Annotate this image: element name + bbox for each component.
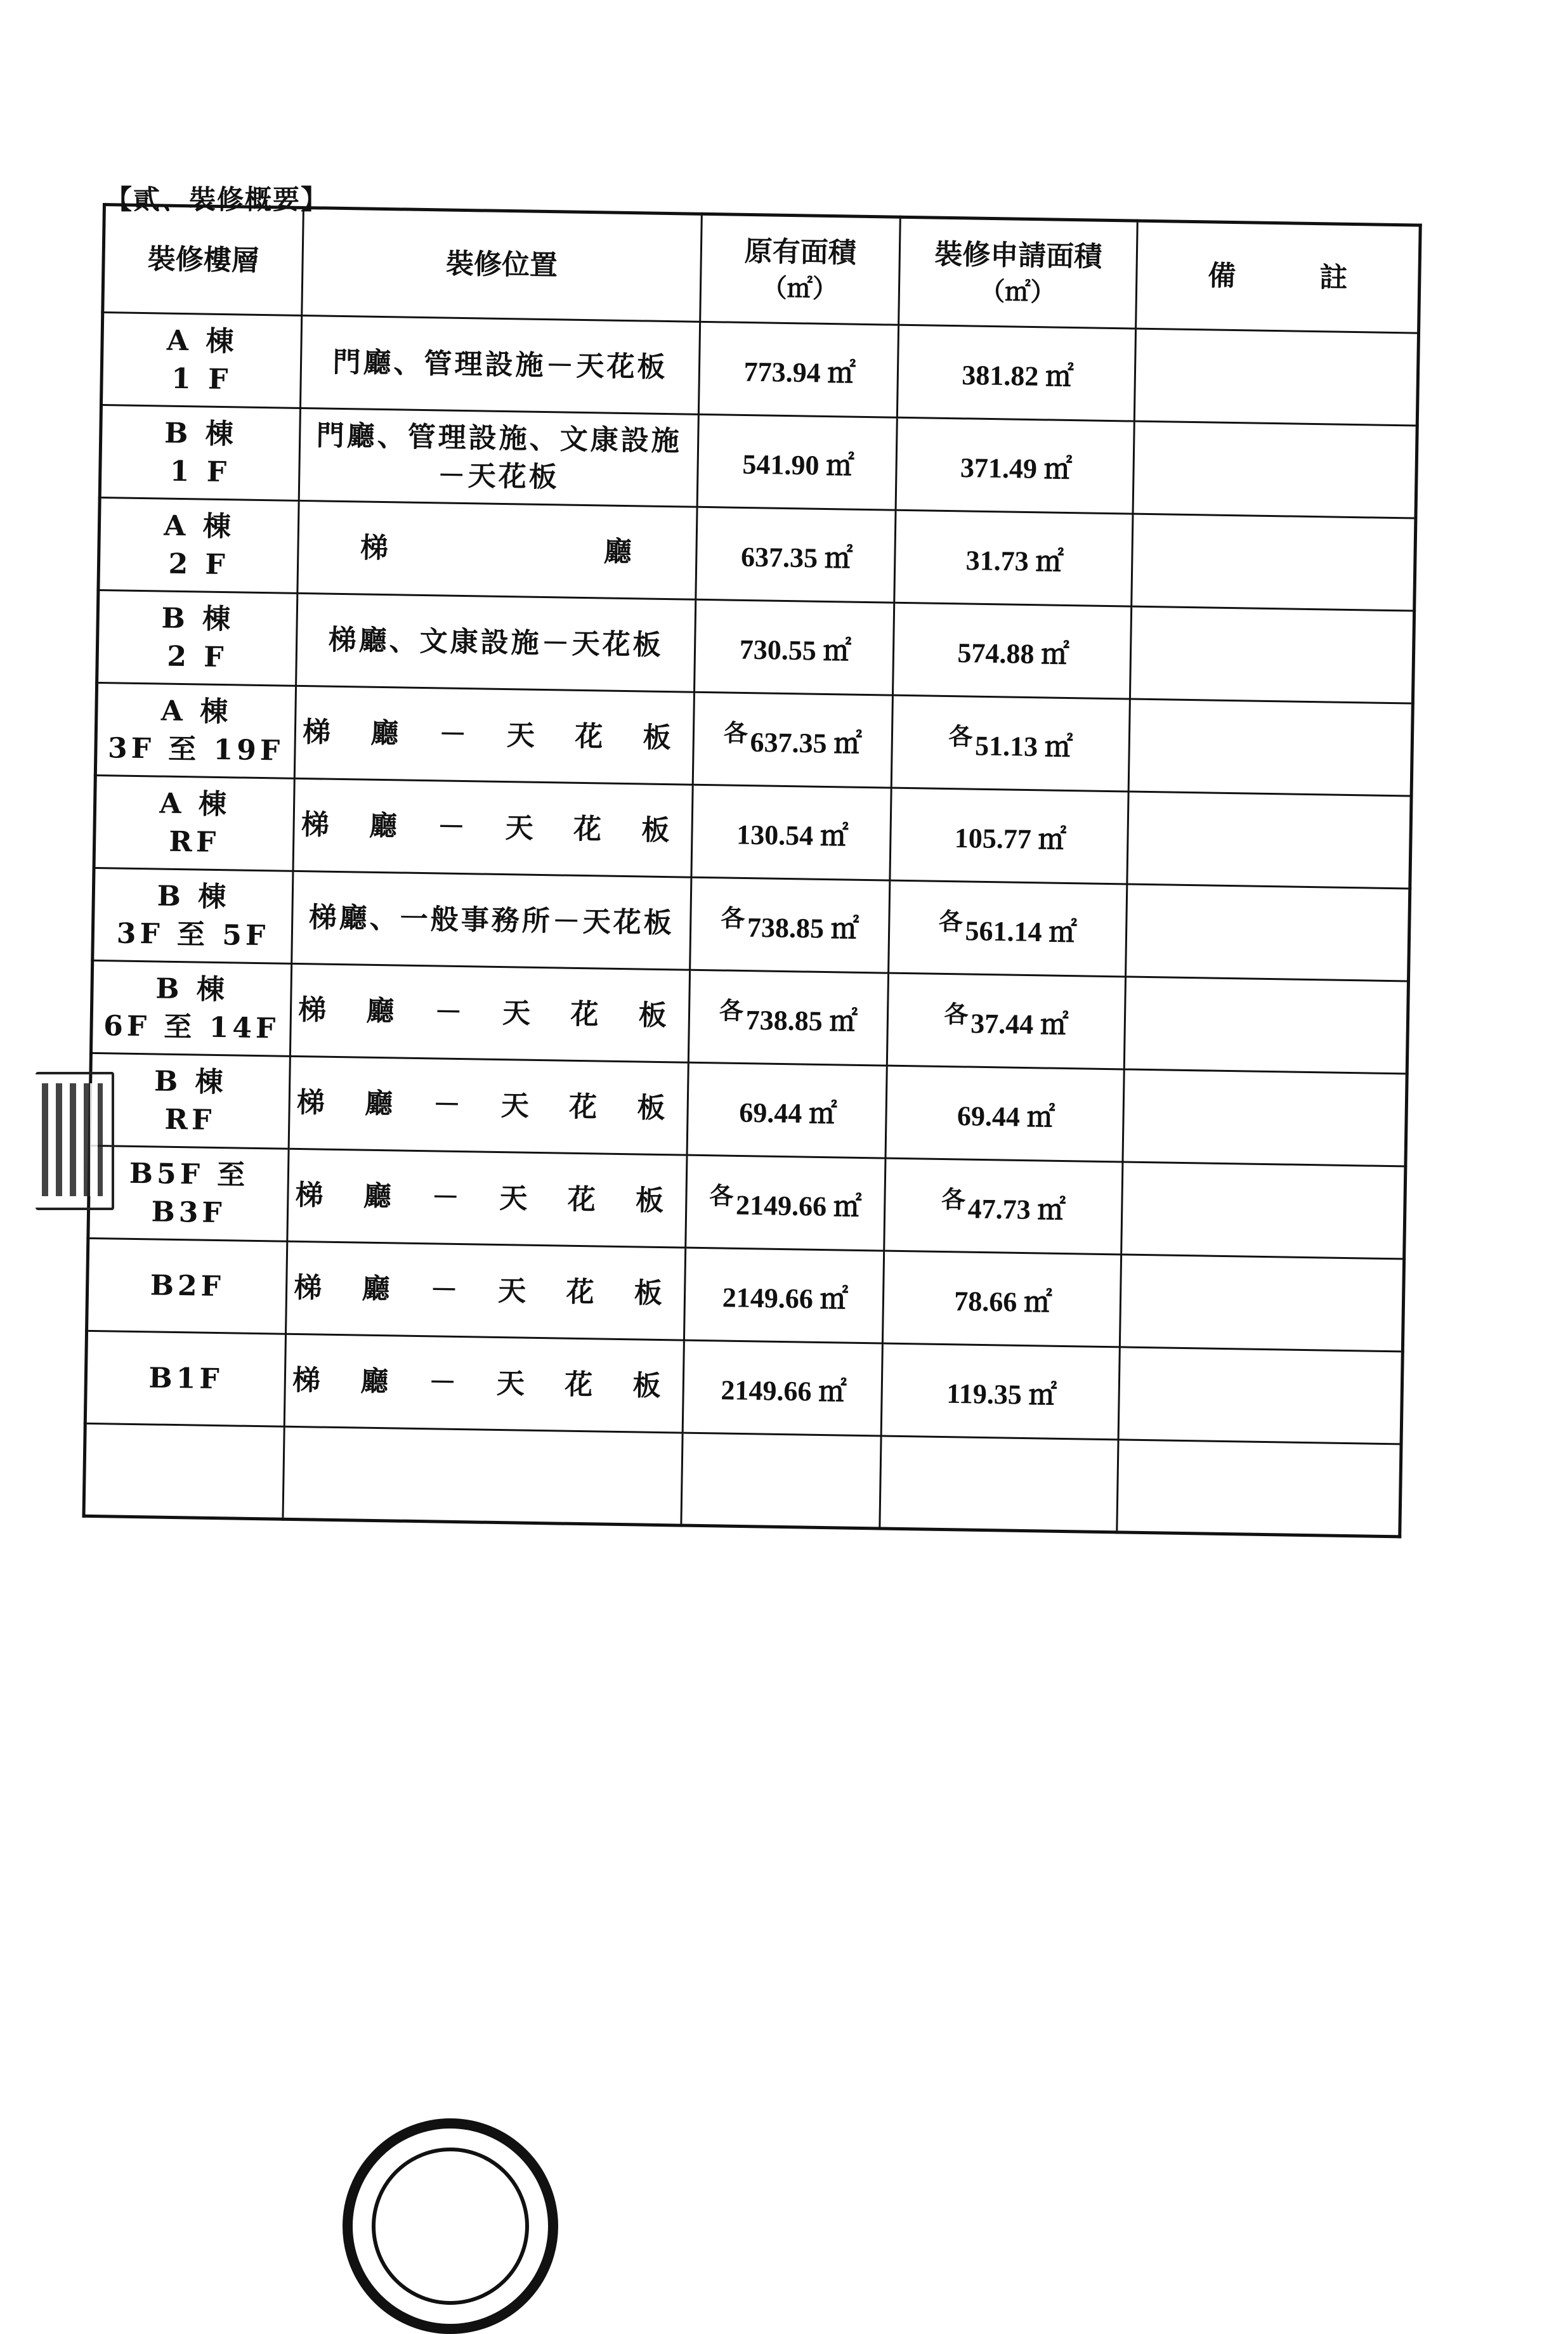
orig-area-value: 2149.66 ㎡ — [735, 1190, 862, 1223]
remark-cell — [1130, 606, 1414, 703]
position-cell: 梯 廳 － 天 花 板 — [289, 1056, 688, 1155]
side-stamp-icon — [36, 1072, 114, 1210]
position-cell: 梯 廳 － 天 花 板 — [287, 1149, 687, 1248]
floor-building: A 棟 — [166, 324, 238, 358]
apply-area-prefix — [951, 1278, 952, 1307]
orig-area-cell — [685, 1155, 885, 1251]
apply-area-value: 381.82 ㎡ — [961, 360, 1074, 393]
apply-area-value: 47.73 ㎡ — [967, 1193, 1066, 1227]
floor-building: B5F 至 B3F — [129, 1157, 249, 1229]
apply-area-value: 371.49 ㎡ — [960, 452, 1073, 486]
empty-cell — [283, 1426, 683, 1525]
orig-area-prefix — [718, 1367, 719, 1395]
orig-area-value: 773.94 ㎡ — [743, 356, 856, 389]
orig-area-prefix: 各 — [720, 903, 745, 933]
table-header-row — [103, 205, 1420, 334]
header-apply-area-label: 裝修申請面積 — [934, 238, 1102, 274]
apply-area-prefix: 各 — [948, 722, 973, 752]
position-cell: 梯 廳 － 天 花 板 — [291, 963, 690, 1062]
empty-cell — [681, 1433, 881, 1529]
floor-cell — [98, 497, 299, 593]
orig-area-prefix: 各 — [709, 1181, 734, 1211]
orig-area-prefix — [734, 811, 735, 840]
apply-area-value: 561.14 ㎡ — [965, 915, 1077, 949]
position-cell: 梯 廳 － 天 花 板 — [295, 686, 695, 785]
position-cell: 梯廳、文康設施－天花板 — [296, 593, 696, 692]
header-orig-area-label: 原有面積 — [744, 235, 857, 270]
orig-area-cell — [688, 970, 888, 1066]
floor-building: B 棟 — [157, 880, 230, 914]
apply-area-value: 119.35 ㎡ — [946, 1378, 1057, 1411]
orig-area-value: 2149.66 ㎡ — [721, 1374, 847, 1408]
header-remark: 備 註 — [1136, 221, 1421, 333]
orig-area-prefix: 各 — [719, 996, 744, 1026]
remark-cell — [1128, 699, 1413, 796]
renovation-summary-table — [82, 203, 1421, 1538]
orig-area-cell — [684, 1248, 884, 1343]
orig-area-cell — [695, 507, 895, 603]
orig-area-cell — [693, 692, 892, 788]
floor-level: RF — [169, 825, 220, 859]
table-body — [85, 313, 1418, 1444]
apply-area-cell — [890, 788, 1128, 884]
seal-inner-ring — [372, 2148, 529, 2305]
orig-area-cell — [687, 1062, 887, 1158]
empty-cell — [880, 1436, 1118, 1532]
apply-area-prefix: 各 — [941, 1185, 966, 1215]
orig-area-value: 2149.66 ㎡ — [722, 1282, 849, 1315]
orig-area-cell — [691, 785, 891, 880]
position-cell: 梯 廳 － 天 花 板 — [293, 778, 693, 877]
apply-area-cell — [891, 695, 1130, 792]
orig-area-cell — [694, 599, 894, 695]
floor-cell — [97, 590, 297, 686]
floor-cell — [89, 1053, 290, 1149]
apply-area-cell — [897, 325, 1135, 421]
apply-area-value: 51.13 ㎡ — [974, 730, 1073, 764]
apply-area-cell — [887, 973, 1125, 1069]
floor-cell — [85, 1331, 285, 1426]
orig-area-value: 69.44 ㎡ — [739, 1097, 837, 1130]
floor-building: B 棟 — [155, 972, 229, 1007]
orig-area-prefix — [737, 626, 738, 655]
apply-area-value: 105.77 ㎡ — [954, 823, 1067, 856]
header-position: 裝修位置 — [302, 207, 702, 322]
apply-area-value: 31.73 ㎡ — [965, 545, 1064, 578]
orig-area-prefix: 各 — [723, 718, 748, 748]
table-row-empty — [84, 1423, 1401, 1537]
remark-cell — [1124, 977, 1408, 1074]
header-apply-area — [899, 217, 1138, 329]
orig-area-value: 541.90 ㎡ — [742, 449, 854, 482]
floor-building: A 棟 — [159, 787, 231, 821]
position-cell: 門廳、管理設施－天花板 — [301, 315, 700, 414]
empty-cell — [1117, 1440, 1401, 1537]
apply-area-value: 574.88 ㎡ — [957, 637, 1069, 671]
floor-building: B 棟 — [161, 602, 235, 636]
orig-area-value: 637.35 ㎡ — [740, 542, 853, 575]
floor-level: 2 F — [166, 640, 228, 674]
apply-area-value: 37.44 ㎡ — [970, 1008, 1069, 1041]
section-title: 【貳、裝修概要】 — [105, 184, 329, 215]
floor-cell — [93, 868, 293, 963]
apply-area-cell — [894, 510, 1133, 606]
apply-area-value: 69.44 ㎡ — [957, 1100, 1055, 1133]
orig-area-cell — [689, 877, 889, 973]
orig-area-value: 738.85 ㎡ — [747, 912, 859, 945]
floor-level: 6F 至 14F — [103, 1009, 280, 1045]
position-cell: 梯 廳 － 天 花 板 — [286, 1241, 686, 1340]
floor-building: B1F — [148, 1362, 223, 1395]
apply-area-prefix: 各 — [938, 907, 964, 936]
remark-cell — [1127, 792, 1411, 889]
orig-area-cell — [683, 1340, 882, 1436]
apply-area-cell — [896, 417, 1134, 514]
floor-level: 3F 至 5F — [116, 916, 270, 952]
apply-area-cell — [881, 1343, 1120, 1440]
floor-cell — [88, 1145, 289, 1241]
remark-cell — [1118, 1347, 1402, 1444]
header-orig-area — [700, 214, 900, 325]
apply-area-prefix: 各 — [944, 1000, 969, 1029]
orig-area-prefix — [736, 1089, 737, 1118]
orig-area-value: 730.55 ㎡ — [739, 634, 852, 667]
floor-cell — [94, 775, 294, 871]
empty-cell — [84, 1423, 284, 1519]
floor-cell — [100, 405, 300, 501]
floor-level: 3F 至 19F — [107, 731, 284, 767]
apply-area-cell — [892, 603, 1131, 699]
position-cell: 門廳、管理設施、文康設施－天花板 — [299, 408, 698, 507]
remark-cell — [1123, 1069, 1407, 1166]
header-floor: 裝修樓層 — [103, 205, 304, 316]
position-cell: 梯 廳 — [297, 500, 697, 599]
orig-area-value: 738.85 ㎡ — [745, 1005, 858, 1038]
orig-area-cell — [698, 322, 898, 417]
apply-area-cell — [888, 880, 1127, 977]
floor-cell — [87, 1238, 287, 1334]
apply-area-value: 78.66 ㎡ — [953, 1286, 1052, 1319]
floor-cell — [91, 960, 291, 1056]
position-cell: 梯廳、一般事務所－天花板 — [292, 871, 691, 970]
floor-building: A 棟 — [160, 694, 232, 729]
remark-cell — [1120, 1255, 1404, 1352]
floor-building: A 棟 — [163, 509, 235, 544]
remark-cell — [1121, 1162, 1406, 1259]
apply-area-cell — [882, 1251, 1121, 1347]
floor-level: 1 F — [169, 455, 231, 488]
apply-area-prefix — [959, 352, 960, 381]
apply-area-prefix — [952, 815, 953, 844]
position-cell: 梯 廳 － 天 花 板 — [284, 1334, 684, 1433]
orig-area-cell — [697, 414, 897, 510]
orig-area-value: 130.54 ㎡ — [736, 819, 849, 852]
apply-area-cell — [885, 1066, 1124, 1162]
remark-cell — [1133, 421, 1417, 518]
floor-level: 1 F — [171, 362, 232, 396]
orig-area-prefix — [720, 1274, 721, 1303]
remark-cell — [1125, 884, 1409, 981]
floor-building: B2F — [150, 1269, 225, 1303]
remark-cell — [1134, 329, 1418, 426]
orig-area-value: 637.35 ㎡ — [750, 727, 862, 760]
floor-level: 2 F — [168, 547, 230, 581]
header-orig-area-unit: （㎡） — [761, 273, 839, 304]
floor-cell — [95, 682, 296, 778]
header-apply-area-unit: （㎡） — [979, 276, 1056, 308]
orig-area-prefix — [738, 533, 739, 562]
apply-area-cell — [884, 1158, 1123, 1255]
floor-building: B 棟 — [164, 417, 238, 451]
floor-cell — [101, 313, 301, 408]
remark-cell — [1132, 514, 1416, 611]
floor-building: B 棟 — [154, 1065, 228, 1099]
official-seal-icon — [343, 2118, 558, 2334]
floor-level: RF — [164, 1103, 216, 1137]
